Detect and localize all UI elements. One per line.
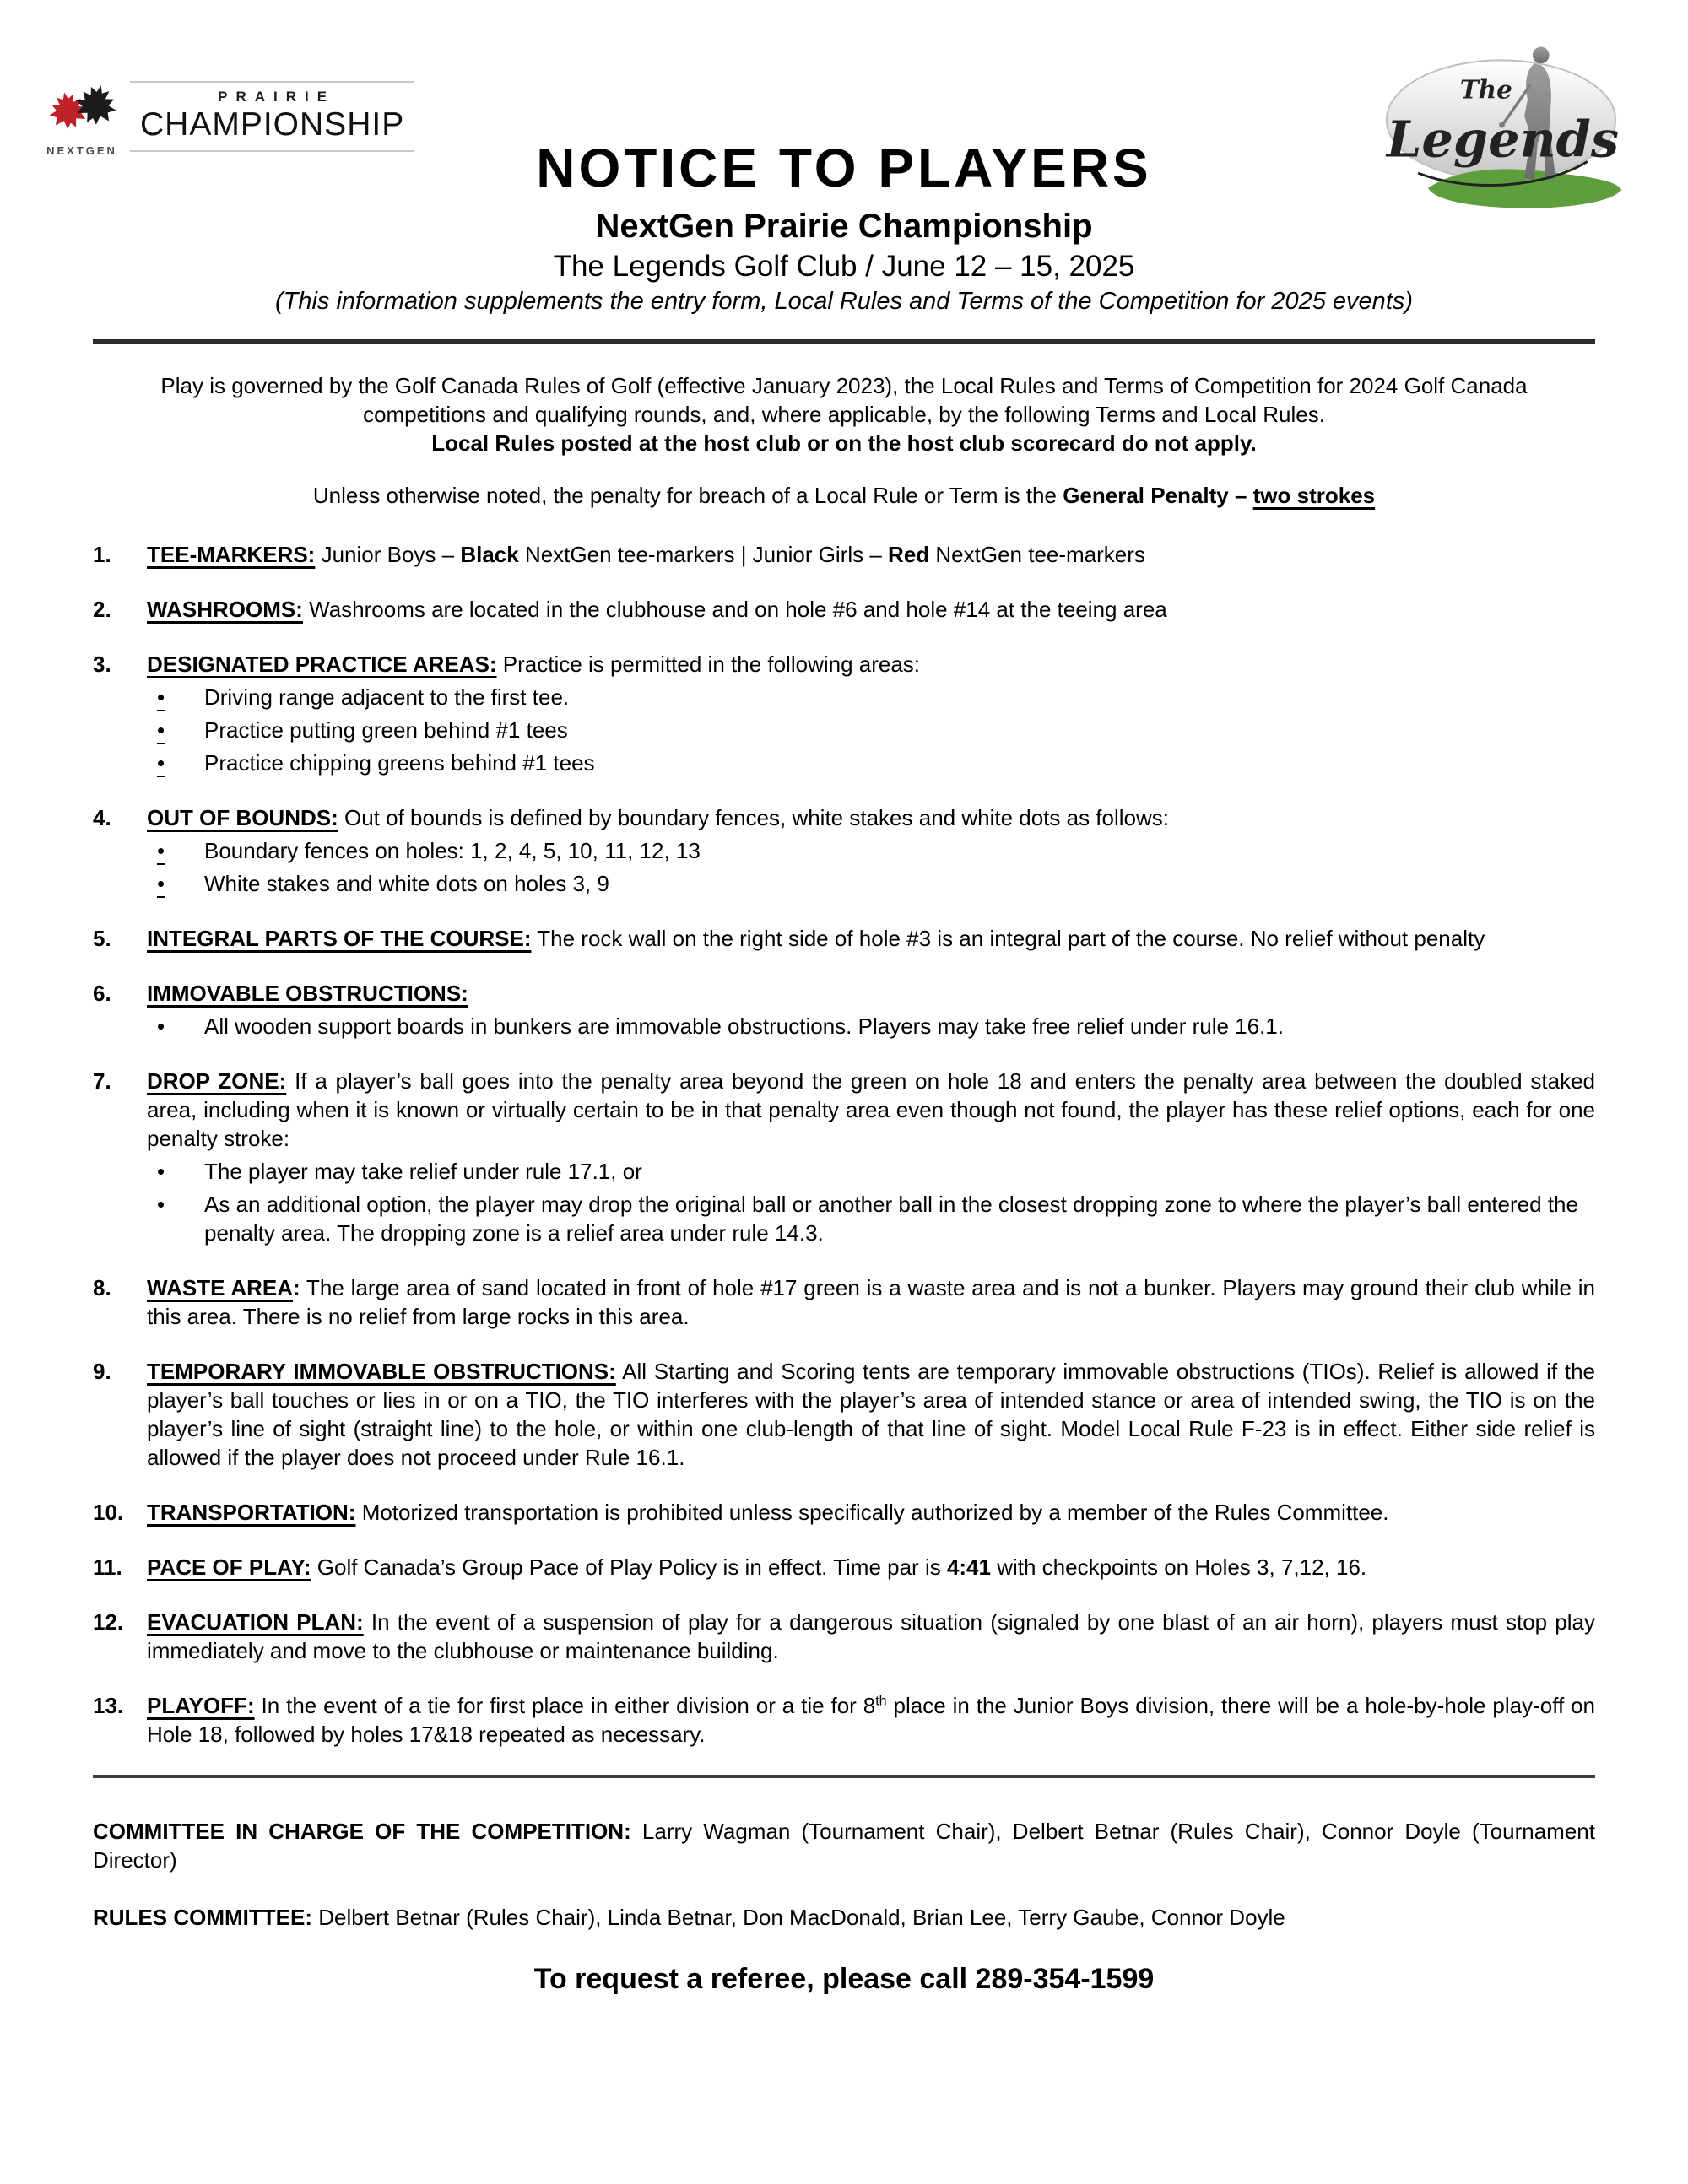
- item-title: EVACUATION PLAN:: [147, 1609, 364, 1635]
- prairie-wordmark: [130, 81, 414, 152]
- item-title: PLAYOFF:: [147, 1693, 255, 1718]
- bullet-item: • Practice putting green behind #1 tees: [147, 716, 1595, 744]
- bullet-icon: [147, 1190, 204, 1247]
- rules-committee: RULES COMMITTEE: Delbert Betnar (Rules Chair), Linda Betnar, Don MacDonald, Brian Lee, Terry Gaube, Connor Doyle: [93, 1905, 1285, 1930]
- bullet-list: [147, 836, 1595, 898]
- bullet-icon: [147, 683, 204, 711]
- bottom-divider: [93, 1775, 1595, 1778]
- legends-the-text: The: [1459, 74, 1512, 105]
- bullet-item: • White stakes and white dots on holes 3, 9: [147, 869, 1595, 898]
- item-content: In the event of a suspension of play for a dangerous situation (signaled by one blast of an air horn), players must stop play immediately and move to the clubhouse or maintenance building.: [147, 1609, 1595, 1663]
- item-text: [147, 1067, 1595, 1153]
- nextgen-wordmark: NEXTGEN: [46, 144, 117, 157]
- item-title: INTEGRAL PARTS OF THE COURSE:: [147, 926, 532, 951]
- penalty-statement: Unless otherwise noted, the penalty for breach of a Local Rule or Term is the General Penalty – two strokes: [312, 483, 1376, 508]
- bullet-item: • Driving range adjacent to the first tee.: [147, 683, 1595, 711]
- item-text: [147, 979, 1595, 1008]
- legends-golf-club-logo: [1378, 35, 1627, 221]
- item-text: [147, 1553, 1595, 1581]
- item-content: Practice is permitted in the following areas:: [496, 651, 921, 677]
- item-title: DROP ZONE:: [147, 1068, 287, 1094]
- local-rules-notice: Local Rules posted at the host club or on the host club scorecard do not apply.: [431, 430, 1257, 456]
- governing-paragraph: Play is governed by the Golf Canada Rules of Golf (effective January 2023), the Local Rules and Terms of Competition for 2024 Golf Canada competitions and qualifying rounds, and, where applicable, by the following Terms and Local Rules.: [160, 373, 1528, 427]
- top-divider: [93, 339, 1595, 344]
- bullet-item: • The player may take relief under rule 17.1, or: [147, 1157, 1595, 1186]
- rules-list: [93, 540, 1595, 1749]
- item-content: Junior Boys – Black NextGen tee-markers | Junior Girls – Red NextGen tee-markers: [315, 542, 1145, 567]
- item-text: [147, 540, 1595, 569]
- item-text: [147, 650, 1595, 678]
- bullet-item: • Boundary fences on holes: 1, 2, 4, 5, 10, 11, 12, 13: [147, 836, 1595, 865]
- bullet-list: [147, 1157, 1595, 1247]
- supplement-note: (This information supplements the entry form, Local Rules and Terms of the Competition for 2025 events): [274, 288, 1414, 315]
- rule-item-integral-parts: [93, 924, 1595, 953]
- item-number: 4.: [93, 805, 111, 830]
- item-number: 5.: [93, 926, 111, 951]
- item-title: TRANSPORTATION:: [147, 1500, 356, 1525]
- item-number: 9.: [93, 1359, 111, 1384]
- item-title: DESIGNATED PRACTICE AREAS:: [147, 651, 497, 677]
- item-number: 8.: [93, 1275, 111, 1300]
- rule-item-transportation: [93, 1498, 1595, 1527]
- item-content: Out of bounds is defined by boundary fences, white stakes and white dots as follows:: [338, 805, 1170, 830]
- item-text: WASTE AREA: The large area of sand located in front of hole #17 green is a waste area and is not a bunker. Players may ground their club while in this area. There is no relief from large rocks in this area.: [147, 1275, 1595, 1329]
- rule-item-temporary-immovable-obstructions: [93, 1357, 1595, 1472]
- bullet-icon: [147, 869, 204, 898]
- rule-item-waste-area: [93, 1273, 1595, 1331]
- item-title: WASTE AREA: [147, 1275, 293, 1300]
- bullet-list: [147, 1012, 1595, 1041]
- item-text: [147, 595, 1595, 624]
- bullet-icon: [147, 1157, 204, 1186]
- item-title: WASHROOMS:: [147, 597, 303, 622]
- rule-item-playoff: [93, 1691, 1595, 1749]
- item-text: [147, 1357, 1595, 1472]
- item-text: [147, 1608, 1595, 1665]
- item-text: [147, 1691, 1595, 1749]
- event-name: NextGen Prairie Championship: [595, 208, 1093, 245]
- prairie-word: PRAIRIE: [218, 89, 336, 105]
- rule-item-evacuation-plan: [93, 1608, 1595, 1665]
- maple-leaf-icon: [46, 73, 118, 145]
- rule-item-practice-areas: [93, 650, 1595, 777]
- item-title: IMMOVABLE OBSTRUCTIONS:: [147, 981, 468, 1006]
- item-text: [147, 924, 1595, 953]
- item-content: In the event of a tie for first place in either division or a tie for 8th place in the Junior Boys division, there will be a hole-by-hole play-off on Hole 18, followed by holes 17&18 repeated as necessary.: [147, 1693, 1595, 1747]
- item-content: If a player’s ball goes into the penalty area beyond the green on hole 18 and enters the penalty area between the doubled staked area, including when it is known or virtually certain to be in that penalty area even though not found, the player has these relief options, each for one penalty stroke:: [147, 1068, 1595, 1151]
- item-text: [147, 1498, 1595, 1527]
- prairie-championship-logo: [44, 73, 414, 157]
- rule-item-drop-zone: [93, 1067, 1595, 1247]
- item-title: PACE OF PLAY:: [147, 1554, 311, 1580]
- referee-contact: To request a referee, please call 289-354-1599: [533, 1963, 1155, 1995]
- venue-and-dates: The Legends Golf Club / June 12 – 15, 2025: [553, 250, 1135, 283]
- item-number: 6.: [93, 981, 111, 1006]
- item-number: 13.: [93, 1693, 124, 1718]
- item-number: 11.: [93, 1554, 122, 1580]
- page-title: NOTICE TO PLAYERS: [536, 138, 1152, 198]
- item-number: 10.: [93, 1500, 124, 1525]
- item-number: 1.: [93, 542, 111, 567]
- document-header: [0, 0, 1688, 316]
- bullet-item: • All wooden support boards in bunkers are immovable obstructions. Players may take free relief under rule 16.1.: [147, 1012, 1595, 1041]
- governing-text: [101, 371, 1587, 457]
- bullet-item: • Practice chipping greens behind #1 tees: [147, 749, 1595, 777]
- item-number: 3.: [93, 651, 111, 677]
- item-content: All Starting and Scoring tents are temporary immovable obstructions (TIOs). Relief is allowed if the player’s ball touches or lies in or on a TIO, the TIO interferes with the player’s area of intended stance or area of intended swing, the TIO is on the player’s line of sight (straight line) to the hole, or within one club-length of that line of sight. Model Local Rule F-23 is in effect. Either side relief is allowed if the player does not proceed under Rule 16.1.: [147, 1359, 1595, 1470]
- rule-item-tee-markers: [93, 540, 1595, 569]
- rule-item-immovable-obstructions: [93, 979, 1595, 1041]
- bullet-list: [147, 683, 1595, 777]
- item-content: Golf Canada’s Group Pace of Play Policy is in effect. Time par is 4:41 with checkpoints on Holes 3, 7,12, 16.: [311, 1554, 1367, 1580]
- item-content: Washrooms are located in the clubhouse and on hole #6 and hole #14 at the teeing area: [302, 597, 1167, 622]
- rule-item-out-of-bounds: [93, 803, 1595, 898]
- bullet-icon: [147, 716, 204, 744]
- bullet-icon: [147, 1012, 204, 1041]
- item-title: TEMPORARY IMMOVABLE OBSTRUCTIONS:: [147, 1359, 616, 1384]
- rule-item-pace-of-play: [93, 1553, 1595, 1581]
- maple-leaf-block: [44, 73, 120, 157]
- item-number: 7.: [93, 1068, 111, 1094]
- competition-committee: COMMITTEE IN CHARGE OF THE COMPETITION: Larry Wagman (Tournament Chair), Delbert Betnar (Rules Chair), Connor Doyle (Tournament Director): [93, 1819, 1595, 1873]
- rules-content: [0, 371, 1688, 1749]
- bullet-icon: [147, 749, 204, 777]
- item-content: Motorized transportation is prohibited unless specifically authorized by a member of the Rules Committee.: [355, 1500, 1389, 1525]
- item-number: 2.: [93, 597, 111, 622]
- item-number: 12.: [93, 1609, 124, 1635]
- item-content: The large area of sand located in front of hole #17 green is a waste area and is not a bunker. Players may ground their club while in this area. There is no relief from large rocks in this area.: [147, 1275, 1595, 1329]
- item-title: TEE-MARKERS:: [147, 542, 316, 567]
- item-content: The rock wall on the right side of hole #3 is an integral part of the course. No relief without penalty: [531, 926, 1485, 951]
- bullet-icon: [147, 836, 204, 865]
- item-text: [147, 803, 1595, 832]
- legends-script-text: Legends: [1386, 110, 1620, 169]
- championship-word: CHAMPIONSHIP: [140, 106, 405, 143]
- rule-item-washrooms: [93, 595, 1595, 624]
- bullet-item: • As an additional option, the player may drop the original ball or another ball in the closest dropping zone to where the player’s ball entered the penalty area. The dropping zone is a relief area under rule 14.3.: [147, 1190, 1595, 1247]
- item-title: OUT OF BOUNDS:: [147, 805, 338, 830]
